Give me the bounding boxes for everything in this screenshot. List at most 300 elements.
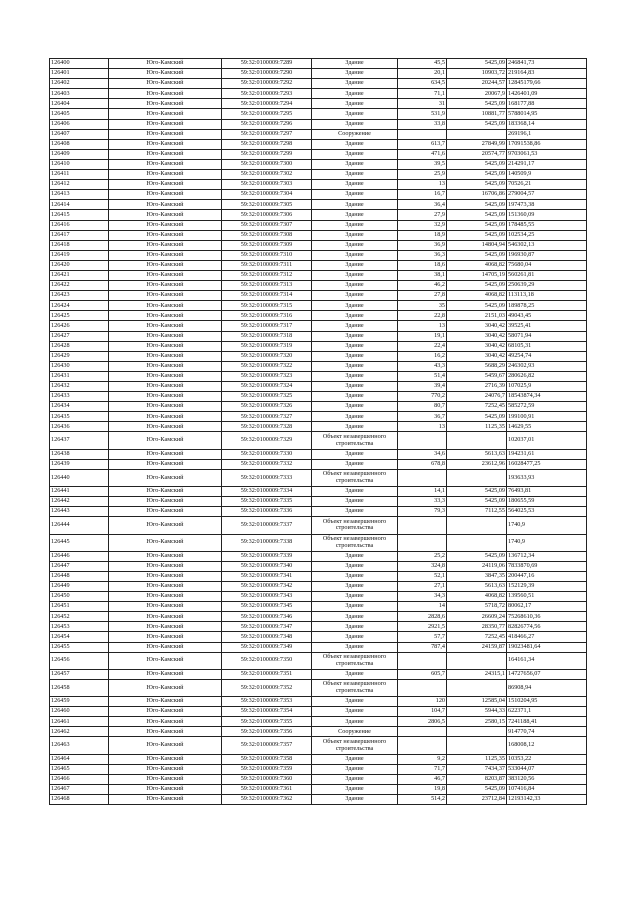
district-name: Юго-Камский [109,459,222,469]
district-name: Юго-Камский [109,220,222,230]
cadastral-value: 193633,93 [507,469,587,486]
district-name: Юго-Камский [109,784,222,794]
row-number: 126414 [50,200,109,210]
object-type: Здание [312,291,398,301]
specific-value: 2716,39 [447,382,507,392]
object-type: Здание [312,449,398,459]
row-number: 126405 [50,109,109,119]
cadastral-value: 622371,1 [507,707,587,717]
specific-value [447,432,507,449]
cadastral-value: 14727656,07 [507,669,587,679]
specific-value: 24315,1 [447,669,507,679]
district-name: Юго-Камский [109,159,222,169]
row-number: 126455 [50,642,109,652]
object-area [398,432,447,449]
cadastral-number: 59:32:0100009:7330 [222,449,312,459]
row-number: 126454 [50,632,109,642]
district-name: Юго-Камский [109,561,222,571]
object-area: 2921,5 [398,622,447,632]
cadastral-value: 49254,74 [507,351,587,361]
cadastral-number: 59:32:0100009:7341 [222,571,312,581]
cadastral-number: 59:32:0100009:7337 [222,517,312,534]
cadastral-value: 189878,25 [507,301,587,311]
cadastral-number: 59:32:0100009:7351 [222,669,312,679]
cadastral-number: 59:32:0100009:7322 [222,361,312,371]
table-row [50,180,587,190]
cadastral-value: 219164,83 [507,69,587,79]
cadastral-value: 16028477,25 [507,459,587,469]
cadastral-number: 59:32:0100009:7298 [222,139,312,149]
cadastral-number: 59:32:0100009:7342 [222,581,312,591]
object-area: 80,7 [398,402,447,412]
cadastral-number: 59:32:0100009:7339 [222,551,312,561]
cadastral-value: 39525,41 [507,321,587,331]
row-number: 126411 [50,170,109,180]
object-area: 52,1 [398,571,447,581]
cadastral-number: 59:32:0100009:7311 [222,260,312,270]
table-row [50,402,587,412]
row-number: 126420 [50,260,109,270]
district-name: Юго-Камский [109,392,222,402]
district-name: Юго-Камский [109,581,222,591]
table-row [50,764,587,774]
cadastral-value: 102037,01 [507,432,587,449]
specific-value: 23712,84 [447,795,507,805]
cadastral-number: 59:32:0100009:7314 [222,291,312,301]
cadastral-value: 7241188,41 [507,717,587,727]
row-number: 126419 [50,250,109,260]
table-row [50,220,587,230]
table-row [50,642,587,652]
object-area: 9,2 [398,754,447,764]
object-area [398,517,447,534]
specific-value: 20244,57 [447,79,507,89]
object-area [398,679,447,696]
cadastral-number: 59:32:0100009:7294 [222,99,312,109]
cadastral-number: 59:32:0100009:7358 [222,754,312,764]
cadastral-number: 59:32:0100009:7289 [222,59,312,69]
row-number: 126467 [50,784,109,794]
cadastral-value: 107025,9 [507,382,587,392]
district-name: Юго-Камский [109,382,222,392]
object-type: Здание [312,159,398,169]
object-type: Здание [312,270,398,280]
cadastral-value: 12193142,33 [507,795,587,805]
cadastral-number: 59:32:0100009:7359 [222,764,312,774]
specific-value: 3847,35 [447,571,507,581]
cadastral-number: 59:32:0100009:7328 [222,422,312,432]
table-row [50,571,587,581]
district-name: Юго-Камский [109,727,222,737]
district-name: Юго-Камский [109,487,222,497]
row-number: 126426 [50,321,109,331]
cadastral-number: 59:32:0100009:7349 [222,642,312,652]
table-row [50,59,587,69]
object-type: Здание [312,774,398,784]
row-number: 126422 [50,281,109,291]
table-row [50,707,587,717]
object-area [398,469,447,486]
district-name: Юго-Камский [109,652,222,669]
district-name: Юго-Камский [109,301,222,311]
cadastral-number: 59:32:0100009:7316 [222,311,312,321]
cadastral-number: 59:32:0100009:7350 [222,652,312,669]
cadastral-value: 197473,38 [507,200,587,210]
district-name: Юго-Камский [109,180,222,190]
district-name: Юго-Камский [109,59,222,69]
row-number: 126464 [50,754,109,764]
specific-value: 5425,09 [447,180,507,190]
object-type: Здание [312,487,398,497]
specific-value: 5425,09 [447,497,507,507]
cadastral-value: 19023481,64 [507,642,587,652]
district-name: Юго-Камский [109,200,222,210]
specific-value: 4068,82 [447,291,507,301]
object-area: 18,9 [398,230,447,240]
row-number: 126410 [50,159,109,169]
row-number: 126434 [50,402,109,412]
district-name: Юго-Камский [109,602,222,612]
cadastral-value: 1740,9 [507,517,587,534]
object-type: Здание [312,321,398,331]
row-number: 126440 [50,469,109,486]
cadastral-value: 194231,61 [507,449,587,459]
object-area: 324,8 [398,561,447,571]
table-row [50,727,587,737]
cadastral-number: 59:32:0100009:7343 [222,592,312,602]
object-area: 45,5 [398,59,447,69]
row-number: 126451 [50,602,109,612]
row-number: 126436 [50,422,109,432]
row-number: 126460 [50,707,109,717]
object-area: 46,2 [398,281,447,291]
cadastral-value: 546302,13 [507,240,587,250]
object-type: Здание [312,260,398,270]
specific-value: 7252,45 [447,402,507,412]
table-row [50,311,587,321]
specific-value: 20574,77 [447,149,507,159]
table-row [50,622,587,632]
district-name: Юго-Камский [109,707,222,717]
cadastral-number: 59:32:0100009:7315 [222,301,312,311]
cadastral-number: 59:32:0100009:7310 [222,250,312,260]
object-area [398,652,447,669]
row-number: 126423 [50,291,109,301]
row-number: 126462 [50,727,109,737]
cadastral-value: 914770,74 [507,727,587,737]
cadastral-number: 59:32:0100009:7323 [222,371,312,381]
object-area: 20,1 [398,69,447,79]
specific-value: 16706,86 [447,190,507,200]
table-row [50,517,587,534]
specific-value: 4068,82 [447,592,507,602]
object-area: 33,3 [398,497,447,507]
district-name: Юго-Камский [109,622,222,632]
object-type: Здание [312,622,398,632]
specific-value: 3040,42 [447,321,507,331]
cadastral-number: 59:32:0100009:7347 [222,622,312,632]
district-name: Юго-Камский [109,412,222,422]
row-number: 126465 [50,764,109,774]
district-name: Юго-Камский [109,361,222,371]
cadastral-number: 59:32:0100009:7340 [222,561,312,571]
row-number: 126443 [50,507,109,517]
object-type: Здание [312,331,398,341]
district-name: Юго-Камский [109,260,222,270]
object-type: Здание [312,281,398,291]
cadastral-number: 59:32:0100009:7293 [222,89,312,99]
specific-value [447,534,507,551]
specific-value: 5613,63 [447,449,507,459]
row-number: 126447 [50,561,109,571]
district-name: Юго-Камский [109,129,222,139]
cadastral-number: 59:32:0100009:7325 [222,392,312,402]
row-number: 126457 [50,669,109,679]
cadastral-value: 199100,91 [507,412,587,422]
specific-value: 8203,87 [447,774,507,784]
object-area: 18,6 [398,260,447,270]
cadastral-number: 59:32:0100009:7290 [222,69,312,79]
cadastral-value: 86908,94 [507,679,587,696]
district-name: Юго-Камский [109,139,222,149]
table-row [50,534,587,551]
table-row [50,507,587,517]
specific-value: 5425,09 [447,784,507,794]
object-area [398,727,447,737]
cadastral-number: 59:32:0100009:7360 [222,774,312,784]
table-row [50,717,587,727]
district-name: Юго-Камский [109,497,222,507]
table-row [50,291,587,301]
object-type: Здание [312,230,398,240]
object-type: Здание [312,642,398,652]
table-row [50,69,587,79]
cadastral-value: 70526,21 [507,180,587,190]
table-row [50,581,587,591]
specific-value [447,652,507,669]
object-area: 27,9 [398,210,447,220]
specific-value: 12585,04 [447,697,507,707]
object-type: Здание [312,139,398,149]
cadastral-number: 59:32:0100009:7346 [222,612,312,622]
object-area: 71,7 [398,764,447,774]
object-type: Здание [312,571,398,581]
object-area: 14 [398,602,447,612]
object-area [398,129,447,139]
specific-value [447,737,507,754]
cadastral-number: 59:32:0100009:7299 [222,149,312,159]
object-area: 27,8 [398,291,447,301]
district-name: Юго-Камский [109,737,222,754]
cadastral-number: 59:32:0100009:7302 [222,170,312,180]
object-type: Здание [312,240,398,250]
object-area: 22,8 [398,311,447,321]
district-name: Юго-Камский [109,717,222,727]
object-area: 514,2 [398,795,447,805]
cadastral-value: 58071,94 [507,331,587,341]
district-name: Юго-Камский [109,517,222,534]
row-number: 126415 [50,210,109,220]
row-number: 126429 [50,351,109,361]
cadastral-number: 59:32:0100009:7333 [222,469,312,486]
table-row [50,784,587,794]
cadastral-number: 59:32:0100009:7319 [222,341,312,351]
row-number: 126421 [50,270,109,280]
table-row [50,382,587,392]
specific-value: 5425,09 [447,487,507,497]
table-row [50,139,587,149]
cadastral-value: 383120,56 [507,774,587,784]
object-area: 57,7 [398,632,447,642]
object-type: Здание [312,497,398,507]
specific-value [447,517,507,534]
specific-value: 5425,09 [447,119,507,129]
district-name: Юго-Камский [109,240,222,250]
district-name: Юго-Камский [109,507,222,517]
row-number: 126409 [50,149,109,159]
object-area: 22,4 [398,341,447,351]
object-type: Здание [312,311,398,321]
cadastral-number: 59:32:0100009:7313 [222,281,312,291]
cadastral-number: 59:32:0100009:7336 [222,507,312,517]
specific-value: 7112,55 [447,507,507,517]
specific-value: 5425,09 [447,551,507,561]
object-area: 39,4 [398,382,447,392]
district-name: Юго-Камский [109,69,222,79]
object-type: Здание [312,392,398,402]
object-area: 531,9 [398,109,447,119]
cadastral-value: 18543874,34 [507,392,587,402]
specific-value: 10903,72 [447,69,507,79]
table-row [50,260,587,270]
table-row [50,170,587,180]
object-type: Здание [312,250,398,260]
object-area: 31 [398,99,447,109]
table-row [50,119,587,129]
cadastral-number: 59:32:0100009:7292 [222,79,312,89]
district-name: Юго-Камский [109,250,222,260]
cadastral-number: 59:32:0100009:7308 [222,230,312,240]
district-name: Юго-Камский [109,754,222,764]
cadastral-number: 59:32:0100009:7318 [222,331,312,341]
table-row [50,602,587,612]
object-type: Здание [312,220,398,230]
district-name: Юго-Камский [109,422,222,432]
specific-value: 2580,15 [447,717,507,727]
row-number: 126401 [50,69,109,79]
district-name: Юго-Камский [109,341,222,351]
district-name: Юго-Камский [109,774,222,784]
cadastral-value: 168177,88 [507,99,587,109]
row-number: 126404 [50,99,109,109]
table-row [50,341,587,351]
row-number: 126449 [50,581,109,591]
table-row [50,392,587,402]
object-type: Здание [312,371,398,381]
object-area: 36,3 [398,250,447,260]
row-number: 126448 [50,571,109,581]
row-number: 126412 [50,180,109,190]
district-name: Юго-Камский [109,795,222,805]
cadastral-value: 68105,31 [507,341,587,351]
row-number: 126468 [50,795,109,805]
district-name: Юго-Камский [109,432,222,449]
specific-value: 28350,77 [447,622,507,632]
district-name: Юго-Камский [109,291,222,301]
cadastral-number: 59:32:0100009:7305 [222,200,312,210]
cadastral-value: 1510204,95 [507,697,587,707]
object-area: 613,7 [398,139,447,149]
object-type: Здание [312,795,398,805]
object-type: Здание [312,669,398,679]
row-number: 126425 [50,311,109,321]
object-area: 104,7 [398,707,447,717]
table-row [50,669,587,679]
object-type: Здание [312,592,398,602]
specific-value: 4068,82 [447,260,507,270]
specific-value: 14804,94 [447,240,507,250]
cadastral-value: 180655,59 [507,497,587,507]
object-type: Здание [312,507,398,517]
object-type: Здание [312,99,398,109]
object-type: Здание [312,79,398,89]
cadastral-value: 560261,81 [507,270,587,280]
district-name: Юго-Камский [109,79,222,89]
table-row [50,774,587,784]
district-name: Юго-Камский [109,632,222,642]
object-type: Здание [312,422,398,432]
cadastral-value: 12845179,66 [507,79,587,89]
specific-value: 2151,03 [447,311,507,321]
cadastral-value: 107416,84 [507,784,587,794]
specific-value: 5425,09 [447,170,507,180]
object-type: Здание [312,459,398,469]
object-area: 787,4 [398,642,447,652]
cadastral-value: 246841,73 [507,59,587,69]
cadastral-number: 59:32:0100009:7361 [222,784,312,794]
cadastral-number: 59:32:0100009:7307 [222,220,312,230]
specific-value: 3040,42 [447,351,507,361]
district-name: Юго-Камский [109,571,222,581]
object-area: 678,8 [398,459,447,469]
object-area: 71,1 [398,89,447,99]
row-number: 126437 [50,432,109,449]
row-number: 126441 [50,487,109,497]
table-row [50,679,587,696]
object-area: 13 [398,321,447,331]
specific-value: 7252,45 [447,632,507,642]
object-area: 36,7 [398,412,447,422]
row-number: 126450 [50,592,109,602]
specific-value: 5425,09 [447,210,507,220]
specific-value: 10881,77 [447,109,507,119]
cadastral-value: 1740,9 [507,534,587,551]
table-row [50,129,587,139]
object-type: Здание [312,170,398,180]
district-name: Юго-Камский [109,371,222,381]
table-row [50,351,587,361]
specific-value: 24076,7 [447,392,507,402]
cadastral-value: 152129,39 [507,581,587,591]
specific-value: 5425,09 [447,281,507,291]
specific-value: 27849,99 [447,139,507,149]
table-row [50,422,587,432]
object-type: Здание [312,200,398,210]
specific-value: 3040,42 [447,341,507,351]
specific-value: 24119,06 [447,561,507,571]
district-name: Юго-Камский [109,210,222,220]
district-name: Юго-Камский [109,469,222,486]
